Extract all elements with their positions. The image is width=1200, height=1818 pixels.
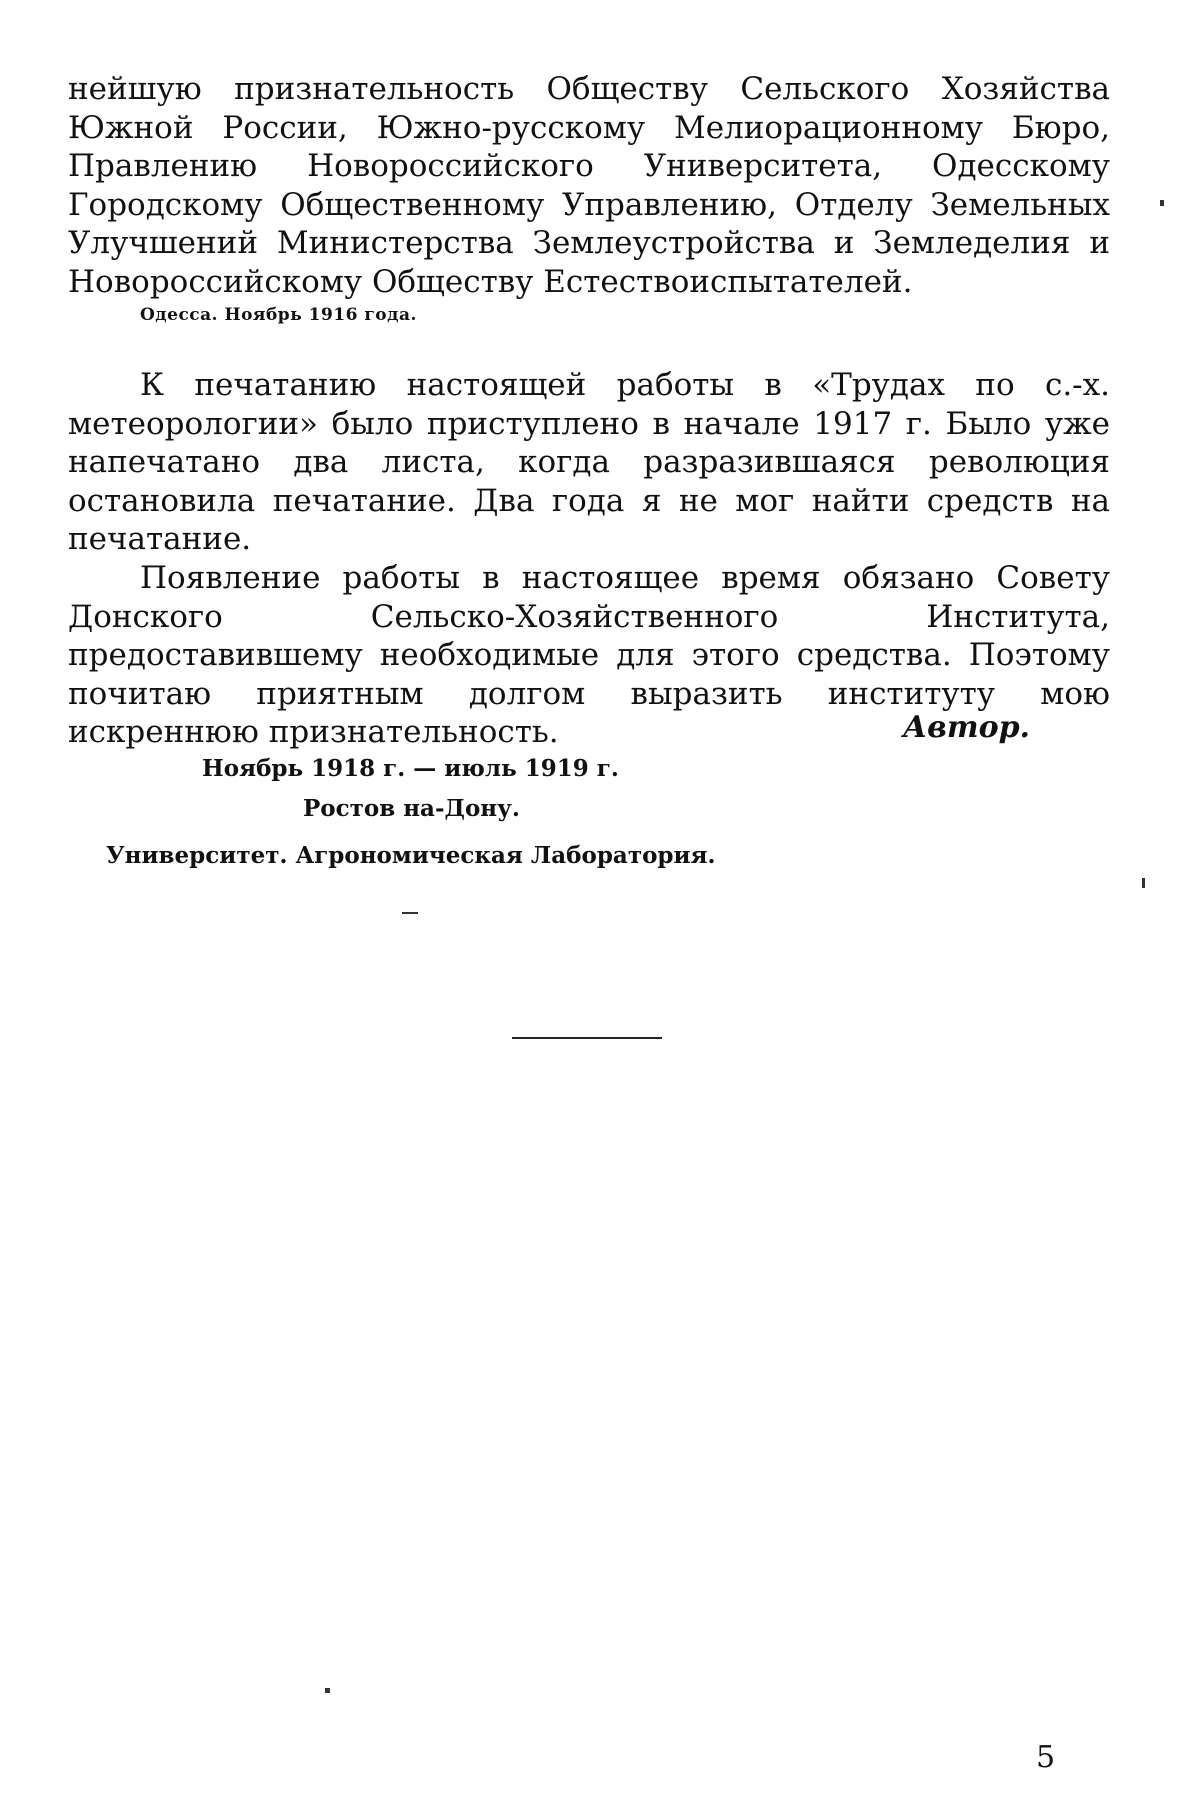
section-divider <box>512 1037 662 1039</box>
acknowledgement-block <box>68 70 1110 302</box>
scan-speck <box>325 1688 330 1693</box>
printing-paragraph: К печатанию настоящей работы в «Трудах по с.-х. метеорологии» было приступлено в начале 1917 г. Было уже напечатано два листа, когда разразившаяся революция остановила печатание. Два года я не мог найти средств на печатание. <box>68 367 1110 558</box>
scan-speck <box>402 912 418 914</box>
signature-city: Ростов на-Дону. <box>303 795 520 822</box>
scan-speck <box>1160 200 1164 206</box>
page-number: 5 <box>1036 1740 1056 1775</box>
signature-laboratory: Университет. Агрономическая Лаборатория. <box>106 842 716 869</box>
printing-note-block <box>68 366 1110 752</box>
acknowledgement-paragraph: нейшую признательность Обществу Сельского Хозяйства Южной России, Южно-русскому Мелиорационному Бюро, Правлению Новороссийского Университета, Одесскому Городскому Общественному Управлению, Отделу Земельных Улучшений Министерства Землеустройства и Земледелия и Новороссийскому Обществу Естествоиспытателей. <box>68 71 1110 300</box>
author-signature: Автор. <box>902 710 1030 745</box>
place-date: Одесса. Ноябрь 1916 года. <box>140 305 417 325</box>
scan-speck <box>1142 878 1145 888</box>
appearance-paragraph: Появление работы в настоящее время обязано Совету Донского Сельско-Хозяйственного Института, предоставившему необходимые для этого средства. Поэтому почитаю приятным долгом выразить институту мою искреннюю признательность. <box>68 559 1110 751</box>
signature-dates: Ноябрь 1918 г. — июль 1919 г. <box>202 755 619 782</box>
